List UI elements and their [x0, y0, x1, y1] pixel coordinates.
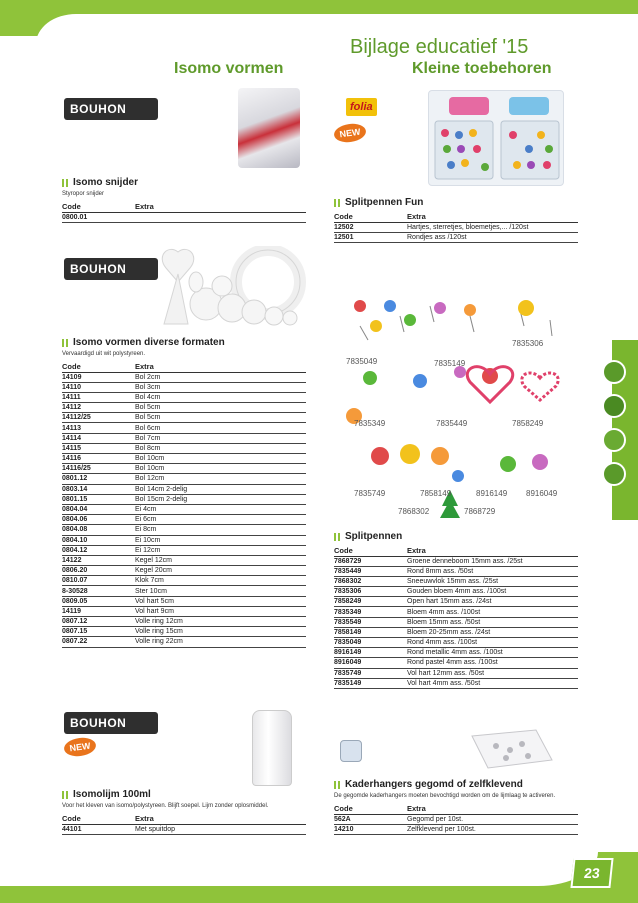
row-extra: Ster 10cm: [135, 586, 306, 596]
section-title-text: Kaderhangers gegomd of zelfklevend: [345, 779, 523, 790]
section-title-text: Splitpennen: [345, 531, 403, 542]
tools-icon: [602, 462, 626, 486]
row-code: 14112/25: [62, 413, 135, 423]
table-row: [62, 586, 306, 596]
image-label-8916149: 8916149: [476, 489, 508, 498]
table-row: [62, 403, 306, 413]
row-extra: Bol 2cm: [135, 372, 306, 382]
image-label-7835049: 7835049: [346, 357, 378, 366]
image-label-7868729: 7868729: [464, 507, 496, 516]
splitpin-trays-icon: [429, 91, 565, 187]
table-row: [62, 504, 306, 514]
isomo-vormen-section: [62, 336, 306, 648]
row-code: 7858149: [334, 627, 407, 637]
row-extra: Rond 8mm ass. /50st: [407, 566, 578, 576]
row-extra: Bol 14cm 2-delig: [135, 484, 306, 494]
row-code: 14110: [62, 382, 135, 392]
splitpennen-section: [334, 530, 578, 689]
col-header-code: Code: [334, 545, 407, 556]
table-row: [62, 443, 306, 453]
section-title-text: Splitpennen Fun: [345, 197, 424, 208]
table-row: [62, 566, 306, 576]
table-row: [334, 222, 578, 232]
image-label-7835449: 7835449: [436, 419, 468, 428]
row-extra: Bloem 20-25mm ass. /24st: [407, 627, 578, 637]
image-label-7835306: 7835306: [512, 339, 544, 348]
row-extra: Volle ring 15cm: [135, 627, 306, 637]
top-white-curve: [36, 14, 638, 44]
kaderhangers-section: [334, 778, 578, 835]
row-code: 44101: [62, 824, 135, 834]
row-extra: Volle ring 12cm: [135, 617, 306, 627]
table-row: [334, 597, 578, 607]
row-extra: Ei 10cm: [135, 535, 306, 545]
col-header-extra: Extra: [135, 201, 306, 212]
table-row: [62, 212, 306, 222]
row-extra: Ei 6cm: [135, 515, 306, 525]
table-body: [334, 556, 578, 688]
hanger-bag-icon: [466, 726, 556, 772]
row-code: 14109: [62, 372, 135, 382]
row-extra: Rond 4mm ass. /100st: [407, 638, 578, 648]
isomolijm-bottle-image: [252, 710, 292, 786]
table-body: [334, 814, 578, 834]
table-row: [62, 617, 306, 627]
styrofoam-shapes-icon: [158, 246, 308, 326]
product-table: [334, 545, 578, 689]
row-code: 0804.12: [62, 545, 135, 555]
col-header-code: Code: [334, 211, 407, 222]
row-code: 7858249: [334, 597, 407, 607]
styrocutter-image: [238, 88, 300, 168]
row-code: 0807.22: [62, 637, 135, 647]
table-row: [62, 413, 306, 423]
kaderhangers-image: [466, 726, 556, 772]
col-header-extra: Extra: [407, 803, 578, 814]
section-title: [334, 530, 578, 543]
row-extra: Gouden bloem 4mm ass. /100st: [407, 587, 578, 597]
col-header-extra: Extra: [407, 545, 578, 556]
table-row: [334, 658, 578, 668]
row-code: 0804.10: [62, 535, 135, 545]
section-title-text: Isomolijm 100ml: [73, 789, 151, 800]
table-row: [62, 433, 306, 443]
row-code: 8-30528: [62, 586, 135, 596]
product-table: [62, 361, 306, 648]
col-header-extra: Extra: [135, 813, 306, 824]
row-code: 0804.04: [62, 504, 135, 514]
section-title: [62, 336, 306, 349]
row-extra: Bol 4cm: [135, 392, 306, 402]
row-extra: Rond pastel 4mm ass. /100st: [407, 658, 578, 668]
row-code: 12501: [334, 232, 407, 242]
row-extra: Kegel 20cm: [135, 566, 306, 576]
section-desc: Styropor snijder: [62, 191, 105, 197]
row-code: 0807.12: [62, 617, 135, 627]
product-table: [62, 201, 306, 223]
table-row: [62, 535, 306, 545]
leaf-icon: [602, 394, 626, 418]
image-label-7858249: 7858249: [512, 419, 544, 428]
row-code: 14114: [62, 433, 135, 443]
table-row: [334, 607, 578, 617]
section-title-text: Isomo vormen diverse formaten: [73, 337, 225, 348]
row-extra: Bol 15cm 2-delig: [135, 494, 306, 504]
table-row: [62, 555, 306, 565]
bottom-white-curve: [0, 852, 598, 886]
title-bar-icon: [62, 179, 68, 187]
table-row: [334, 648, 578, 658]
table-body: [62, 372, 306, 647]
row-code: 0806.20: [62, 566, 135, 576]
bouhon-logo-2: BOUHON: [64, 258, 158, 280]
col-header-code: Code: [62, 361, 135, 372]
table-row: [62, 464, 306, 474]
table-row: [62, 824, 306, 834]
table-row: [334, 638, 578, 648]
section-desc: Vervaardigd uit wit polystyreen.: [62, 351, 146, 357]
row-code: 7835549: [334, 617, 407, 627]
row-extra: Ei 4cm: [135, 504, 306, 514]
isomo-snijder-section: [62, 176, 306, 223]
image-label-7835749: 7835749: [354, 489, 386, 498]
product-table: [334, 211, 578, 243]
row-extra: Vol hart 9cm: [135, 606, 306, 616]
row-extra: Kegel 12cm: [135, 555, 306, 565]
table-row: [62, 454, 306, 464]
right-section-heading: Kleine toebehoren: [412, 60, 552, 77]
row-code: 7868302: [334, 576, 407, 586]
table-row: [62, 372, 306, 382]
row-extra: Bol 10cm: [135, 454, 306, 464]
title-bar-icon: [62, 791, 68, 799]
row-code: 7835149: [334, 678, 407, 688]
section-title: [62, 176, 306, 189]
page-title: Bijlage educatief '15: [350, 36, 529, 58]
row-extra: Gegomd per 10st.: [407, 814, 578, 824]
section-desc: Voor het kleven van isomo/polystyreen. Blijft soepel. Lijm zonder oplosmiddel.: [62, 803, 269, 809]
row-code: 0807.15: [62, 627, 135, 637]
table-row: [334, 814, 578, 824]
table-row: [62, 423, 306, 433]
section-title: [334, 196, 578, 209]
table-row: [334, 678, 578, 688]
bouhon-logo-3: BOUHON: [64, 712, 158, 734]
table-row: [334, 232, 578, 242]
row-extra: Bol 5cm: [135, 403, 306, 413]
row-code: 14116/25: [62, 464, 135, 474]
row-code: 7835449: [334, 566, 407, 576]
section-title: [334, 778, 578, 791]
kaderhanger-pack-icon: [340, 740, 362, 762]
isomo-shapes-image: [158, 246, 308, 326]
row-extra: Met spuitdop: [135, 824, 306, 834]
product-table: [334, 803, 578, 835]
row-code: 0804.06: [62, 515, 135, 525]
product-table: [62, 813, 306, 835]
row-extra: Vol hart 12mm ass. /50st: [407, 668, 578, 678]
row-extra: Ei 8cm: [135, 525, 306, 535]
splitpin-collage-icon: [340, 286, 572, 520]
row-code: 8916149: [334, 648, 407, 658]
table-row: [334, 587, 578, 597]
row-code: 14210: [334, 824, 407, 834]
row-extra: Bol 12cm: [135, 474, 306, 484]
row-extra: Open hart 15mm ass. /24st: [407, 597, 578, 607]
new-badge-2: NEW: [333, 122, 367, 144]
splitpennen-fun-image: [428, 90, 564, 186]
row-extra: Bloem 15mm ass. /50st: [407, 617, 578, 627]
row-code: 0810.07: [62, 576, 135, 586]
side-icon-column: [602, 360, 634, 496]
row-code: 7835049: [334, 638, 407, 648]
row-code: 7868729: [334, 556, 407, 566]
splitpennen-collage-image: [340, 286, 572, 520]
row-code: 14119: [62, 606, 135, 616]
table-row: [62, 606, 306, 616]
title-bar-icon: [334, 199, 340, 207]
table-row: [62, 474, 306, 484]
row-code: 0809.05: [62, 596, 135, 606]
title-bar-icon: [334, 781, 340, 789]
row-code: 8916049: [334, 658, 407, 668]
folia-logo: folia: [346, 98, 377, 116]
image-label-7868302: 7868302: [398, 507, 430, 516]
image-label-7858149: 7858149: [420, 489, 452, 498]
row-code: 14113: [62, 423, 135, 433]
row-code: 14115: [62, 443, 135, 453]
row-code: 14116: [62, 454, 135, 464]
table-row: [62, 494, 306, 504]
row-extra: Rond metallic 4mm ass. /100st: [407, 648, 578, 658]
row-extra: Bol 6cm: [135, 423, 306, 433]
row-code: 0804.08: [62, 525, 135, 535]
table-row: [334, 566, 578, 576]
col-header-code: Code: [334, 803, 407, 814]
table-row: [62, 382, 306, 392]
gear-icon: [602, 428, 626, 452]
table-row: [62, 484, 306, 494]
row-extra: Ei 12cm: [135, 545, 306, 555]
row-extra: Volle ring 22cm: [135, 637, 306, 647]
isomolijm-section: [62, 788, 306, 835]
image-label-7835349: 7835349: [354, 419, 386, 428]
table-row: [62, 596, 306, 606]
table-row: [334, 824, 578, 834]
table-row: [334, 668, 578, 678]
paint-palette-icon: [602, 360, 626, 384]
row-code: 14112: [62, 403, 135, 413]
col-header-code: Code: [62, 813, 135, 824]
col-header-extra: Extra: [407, 211, 578, 222]
image-label-7835149: 7835149: [434, 359, 466, 368]
title-bar-icon: [62, 339, 68, 347]
row-extra: Bol 8cm: [135, 443, 306, 453]
row-extra: Bol 5cm: [135, 413, 306, 423]
section-desc: De gegomde kaderhangers moeten bevochtigd worden om de lijmlaag te activeren.: [334, 793, 556, 799]
row-code: 12502: [334, 222, 407, 232]
row-code: 562A: [334, 814, 407, 824]
row-code: 7835749: [334, 668, 407, 678]
left-section-heading: Isomo vormen: [174, 60, 284, 77]
row-code: 0800.01: [62, 212, 135, 222]
row-extra: Bloem 4mm ass. /100st: [407, 607, 578, 617]
row-code: 7835349: [334, 607, 407, 617]
row-extra: Groene denneboom 15mm ass. /25st: [407, 556, 578, 566]
table-row: [62, 525, 306, 535]
table-body: [334, 222, 578, 242]
row-code: 14111: [62, 392, 135, 402]
table-row: [62, 545, 306, 555]
image-label-8916049: 8916049: [526, 489, 558, 498]
row-extra: [135, 212, 306, 222]
row-code: 0803.14: [62, 484, 135, 494]
title-bar-icon: [334, 533, 340, 541]
table-row: [62, 576, 306, 586]
table-row: [62, 637, 306, 647]
table-row: [334, 617, 578, 627]
row-extra: Bol 10cm: [135, 464, 306, 474]
row-code: 0801.15: [62, 494, 135, 504]
page-number: 23: [570, 858, 613, 888]
row-extra: Bol 3cm: [135, 382, 306, 392]
splitpennen-fun-section: [334, 196, 578, 243]
row-extra: Hartjes, sterretjes, bloemetjes,... /120st: [407, 222, 578, 232]
table-row: [334, 556, 578, 566]
col-header-code: Code: [62, 201, 135, 212]
row-extra: Sneeuwvlok 15mm ass. /25st: [407, 576, 578, 586]
table-row: [62, 627, 306, 637]
row-code: 14122: [62, 555, 135, 565]
section-title: [62, 788, 306, 801]
table-row: [334, 576, 578, 586]
bouhon-logo: BOUHON: [64, 98, 158, 120]
new-badge: NEW: [63, 736, 97, 758]
col-header-extra: Extra: [135, 361, 306, 372]
row-extra: Bol 7cm: [135, 433, 306, 443]
row-extra: Vol hart 4mm ass. /50st: [407, 678, 578, 688]
section-title-text: Isomo snijder: [73, 177, 139, 188]
table-row: [62, 515, 306, 525]
row-code: 7835306: [334, 587, 407, 597]
row-code: 0801.12: [62, 474, 135, 484]
row-extra: Klok 7cm: [135, 576, 306, 586]
row-extra: Zelfklevend per 100st.: [407, 824, 578, 834]
table-row: [334, 627, 578, 637]
row-extra: Vol hart 5cm: [135, 596, 306, 606]
row-extra: Rondjes ass /120st: [407, 232, 578, 242]
table-row: [62, 392, 306, 402]
